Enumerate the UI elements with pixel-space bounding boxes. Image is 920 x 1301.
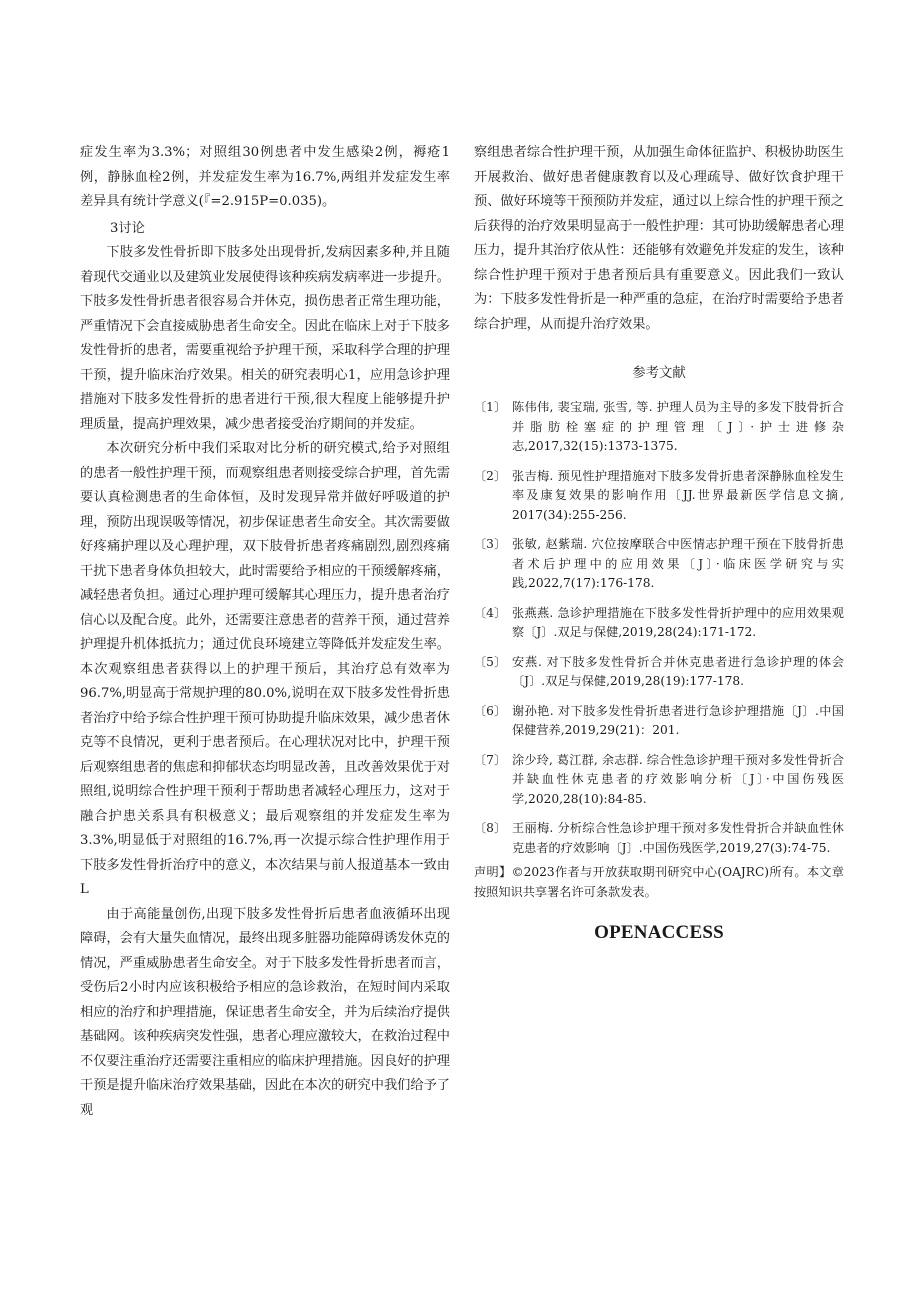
- open-access-label: OPENACCESS: [594, 922, 724, 943]
- reference-item: [474, 604, 844, 643]
- reference-number: 〔5〕: [474, 654, 507, 669]
- references-list: [474, 398, 844, 858]
- reference-number: 〔8〕: [474, 821, 507, 835]
- reference-text: 张吉梅. 预见性护理措施对下肢多发骨折患者深静脉血栓发生率及康复效果的影响作用〔JJ.世界最新医学信息文摘, 2017(34):255-256.: [512, 468, 844, 522]
- reference-text: 张燕燕. 急诊护理措施在下肢多发性骨折护理中的应用效果观察〔J〕.双足与保健,2019,28(24):171-172.: [512, 605, 844, 639]
- reference-number: 〔3〕: [474, 537, 507, 551]
- reference-item: [474, 398, 844, 457]
- reference-number: 〔4〕: [474, 605, 507, 620]
- reference-item: [474, 653, 844, 692]
- reference-item: [474, 751, 844, 810]
- discussion-paragraph-2: 本次研究分析中我们采取对比分析的研究模式,给予对照组的患者一般性护理干预，而观察组患者则接受综合护理，首先需要认真检测患者的生命体恒，及时发现异常并做好呼吸道的护理，预防出现误吸等情况，初步保证患者生命安全。其次需要做好疼痛护理以及心理护理，双下肢骨折患者疼痛剧烈,剧烈疼痛干扰下患者身体负担较大，此时需要给予相应的干预缓解疼痛，减轻患者负担。通过心理护理可缓解其心理压力，提升患者治疗信心以及配合度。此外，还需要注意患者的营养干预，通过营养护理提升机体抵抗力；通过优良环境建立等降低并发症发生率。本次观察组患者获得以上的护理干预后，其治疗总有效率为96.7%,明显高于常规护理的80.0%,说明在双下肢多发性骨折患者治疗中给予综合性护理干预可协助提升临床效果，减少患者休克等不良情况，更利于患者预后。在心理状况对比中，护理干预后观察组患者的焦虑和抑郁状态均明显改善，且改善效果优于对照组,说明综合性护理干预利于帮助患者减轻心理压力，这对于融合护患关系具有积极意义；最后观察组的并发症发生率为3.3%,明显低于对照组的16.7%,再一次提示综合性护理作用于下肢多发性骨折治疗中的意义，本次结果与前人报道基本一致由L: [80, 441, 450, 897]
- reference-text: 涂少玲, 葛江群, 余志群. 综合性急诊护理干预对多发性骨折合并缺血性休克患者的疗效影响分析〔J〕·中国伤残医学,2020,28(10):84-85.: [512, 752, 844, 806]
- discussion-paragraph-3: 由于高能量创伤,出现下肢多发性骨折后患者血液循环出现障碍，会有大量失血情况，最终出现多脏器功能障碍诱发休克的情况，严重威胁患者生命安全。对于下肢多发性骨折患者而言，受伤后2小时内应该积极给予相应的急诊救治，在短时间内采取相应的治疗和护理措施，保证患者生命安全，并为后续治疗提供基础网。该种疾病突发性强，患者心理应激较大，在救治过程中不仅要注重治疗还需要注重相应的临床护理措施。因良好的护理干预是提升临床治疗效果基础，因此在本次的研究中我们给予了观: [80, 906, 450, 1118]
- paragraph-continued: 症发生率为3.3%；对照组30例患者中发生感染2例，褥疮1例，静脉血栓2例，并发症发生率为16.7%,两组并发症发生率差异具有统计学意义(『=2.915P=0.035)。: [80, 145, 450, 209]
- reference-item: [474, 467, 844, 526]
- reference-number: 〔1〕: [474, 400, 507, 414]
- right-column: [474, 141, 844, 944]
- reference-item: [474, 819, 844, 858]
- reference-text: 陈伟伟, 裴宝瑞, 张雪, 等. 护理人员为主导的多发下肢骨折合并脂肪栓塞症的护理管理〔J〕·护士进修杂志,2017,32(15):1373-1375.: [512, 400, 844, 453]
- copyright-notice: 声明】©2023作者与开放获取期刊研究中心(OAJRC)所有。本文章按照知识共享署名许可条款发表。: [474, 865, 844, 899]
- reference-number: 〔2〕: [474, 468, 507, 483]
- reference-item: [474, 535, 844, 594]
- reference-number: 〔6〕: [474, 703, 507, 718]
- reference-text: 安燕. 对下肢多发性骨折合并休克患者进行急诊护理的体会〔J〕.双足与保健,2019,28(19):177-178.: [512, 654, 844, 688]
- references-title: 参考文献: [632, 366, 686, 381]
- left-column: [80, 141, 450, 1123]
- discussion-paragraph-1: 下肢多发性骨折即下肢多处出现骨折,发病因素多种,并且随着现代交通业以及建筑业发展使得该种疾病发病率进一步提升。下肢多发性骨折患者很容易合并休克，损伤患者正常生理功能，严重情况下会直接威胁患者生命安全。因此在临床上对于下肢多发性骨折的患者，需要重视给予护理干预，采取科学合理的护理干预，提升临床治疗效果。相关的研究表明心1，应用急诊护理措施对下肢多发性骨折的患者进行干预,很大程度上能够提升护理质量，提高护理效果，减少患者接受治疗期间的并发症。: [80, 245, 450, 432]
- discussion-paragraph-continued: 察组患者综合性护理干预，从加强生命体征监护、积极协助医生开展救治、做好患者健康教育以及心理疏导、做好饮食护理干预、做好环境等干预预防并发症，通过以上综合性的护理干预之后获得的治疗效果明显高于一般性护理：其可协助缓解患者心理压力，提升其治疗依从性：还能够有效避免并发症的发生，该种综合性护理干预对于患者预后具有重要意义。因此我们一致认为：下肢多发性骨折是一种严重的急症，在治疗时需要给予患者综合护理，从而提升治疗效果。: [474, 145, 844, 332]
- reference-item: [474, 702, 844, 741]
- reference-number: 〔7〕: [474, 752, 507, 767]
- reference-text: 谢孙艳. 对下肢多发性骨折患者进行急诊护理措施〔J〕.中国保健营养,2019,29(21)：201.: [512, 703, 844, 737]
- reference-text: 王丽梅. 分析综合性急诊护理干预对多发性骨折合并缺血性休克患者的疗效影响〔J〕.中国伤残医学,2019,27(3):74-75.: [512, 821, 844, 855]
- reference-text: 张敏, 赵紫瑞. 穴位按摩联合中医情志护理干预在下肢骨折患者术后护理中的应用效果〔J〕·临床医学研究与实践,2022,7(17):176-178.: [512, 537, 844, 590]
- section-heading-discussion: 3讨论: [110, 220, 145, 236]
